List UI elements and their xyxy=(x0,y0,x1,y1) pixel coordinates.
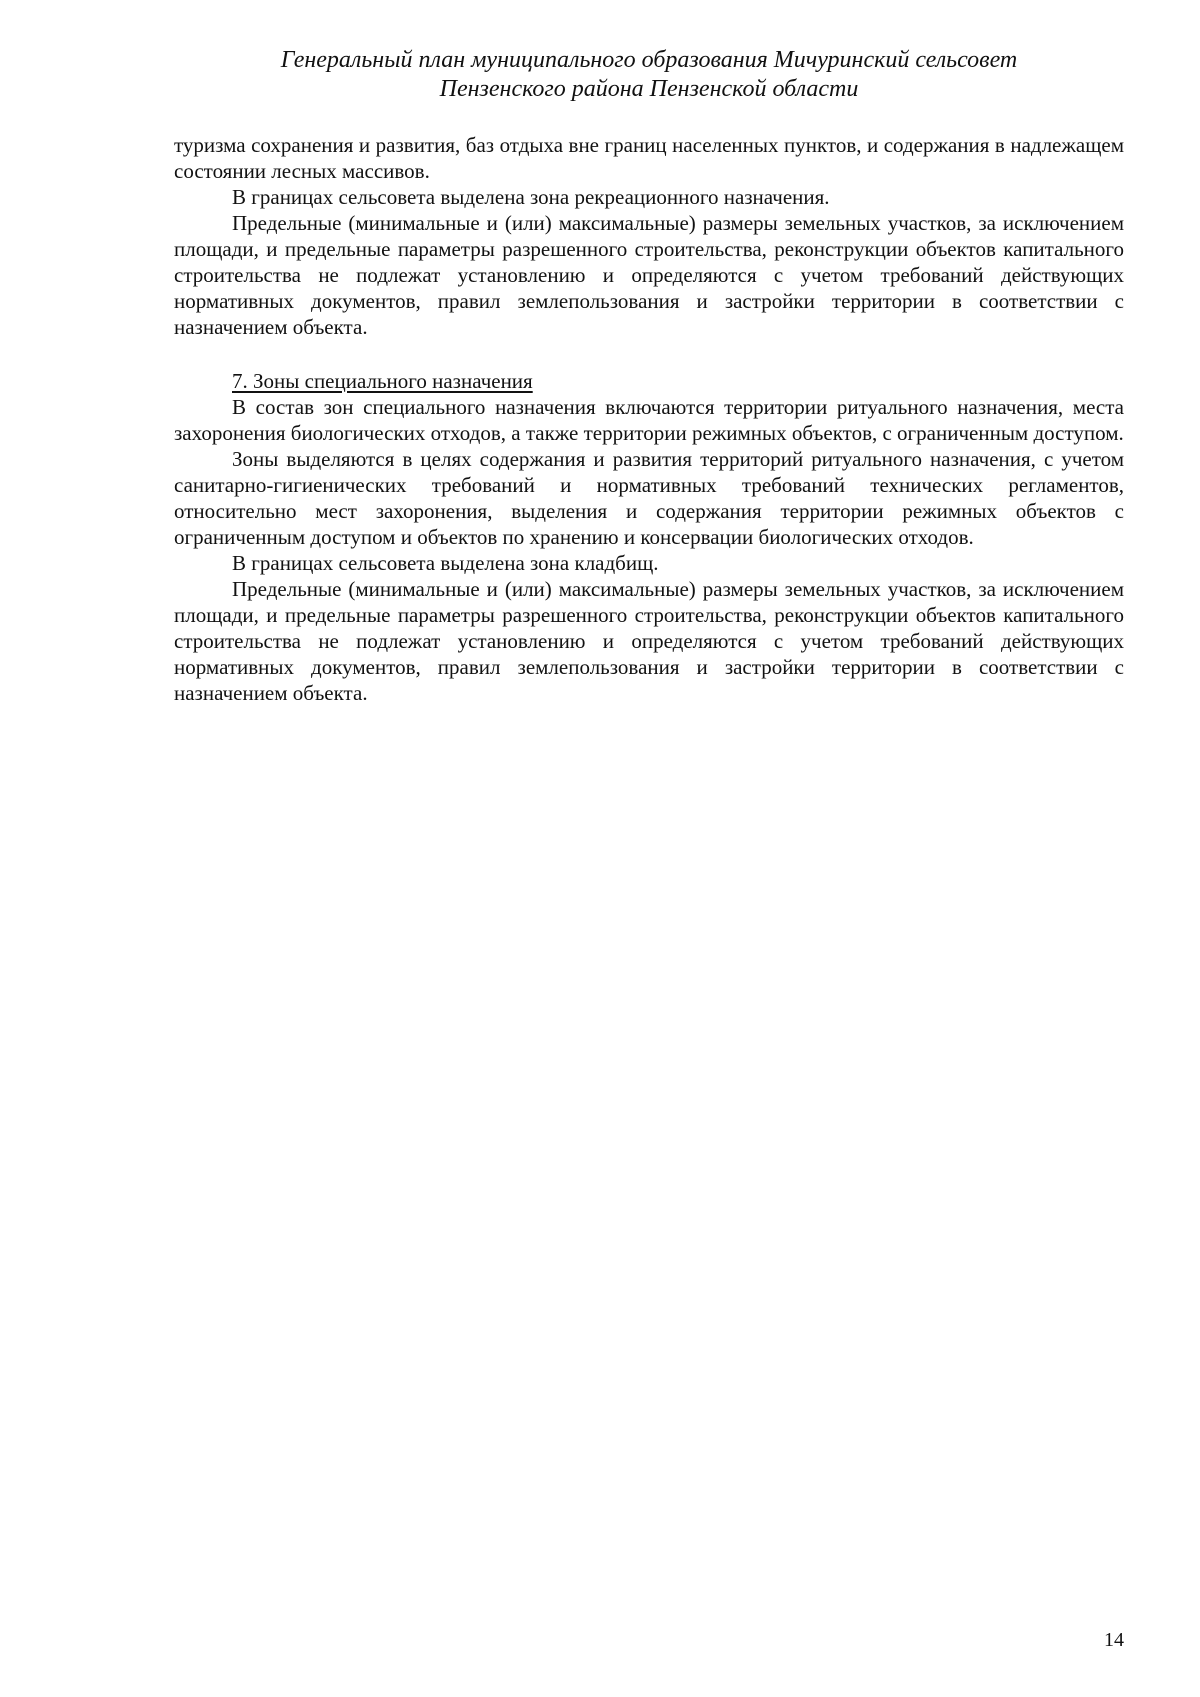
paragraph-recreation-limits: Предельные (минимальные и (или) максимальные) размеры земельных участков, за исключением площади, и предельные параметры разрешенного строительства, реконструкции объектов капитального строительства не подлежат установлению и определяются с учетом требований действующих нормативных документов, правил землепользования и застройки территории в соответствии с назначением объекта. xyxy=(174,211,1124,339)
document-body xyxy=(174,132,1124,706)
header-line-1: Генеральный план муниципального образования Мичуринский сельсовет xyxy=(280,47,1018,73)
running-header xyxy=(174,46,1124,104)
section-heading-special-zones: 7. Зоны специального назначения xyxy=(232,369,533,393)
page-number: 14 xyxy=(1104,1629,1124,1651)
paragraph-special-zones-purpose: Зоны выделяются в целях содержания и развития территорий ритуального назначения, с учетом санитарно-гигиенических требований и нормативных требований технических регламентов, относительно мест захоронения, выделения и содержания территории режимных объектов с ограниченным доступом и объектов по хранению и консервации биологических отходов. xyxy=(174,447,1124,549)
header-line-2: Пензенского района Пензенской области xyxy=(439,76,859,102)
paragraph-special-zones-composition: В состав зон специального назначения включаются территории ритуального назначения, места захоронения биологических отходов, а также территории режимных объектов, с ограниченным доступом. xyxy=(174,395,1124,445)
paragraph-cemetery-zone: В границах сельсовета выделена зона кладбищ. xyxy=(232,551,659,575)
paragraph-continuation: туризма сохранения и развития, баз отдыха вне границ населенных пунктов, и содержания в надлежащем состоянии лесных массивов. xyxy=(174,133,1124,183)
paragraph-recreation-zone: В границах сельсовета выделена зона рекреационного назначения. xyxy=(232,185,830,209)
paragraph-special-zones-limits: Предельные (минимальные и (или) максимальные) размеры земельных участков, за исключением площади, и предельные параметры разрешенного строительства, реконструкции объектов капитального строительства не подлежат установлению и определяются с учетом требований действующих нормативных документов, правил землепользования и застройки территории в соответствии с назначением объекта. xyxy=(174,577,1124,705)
